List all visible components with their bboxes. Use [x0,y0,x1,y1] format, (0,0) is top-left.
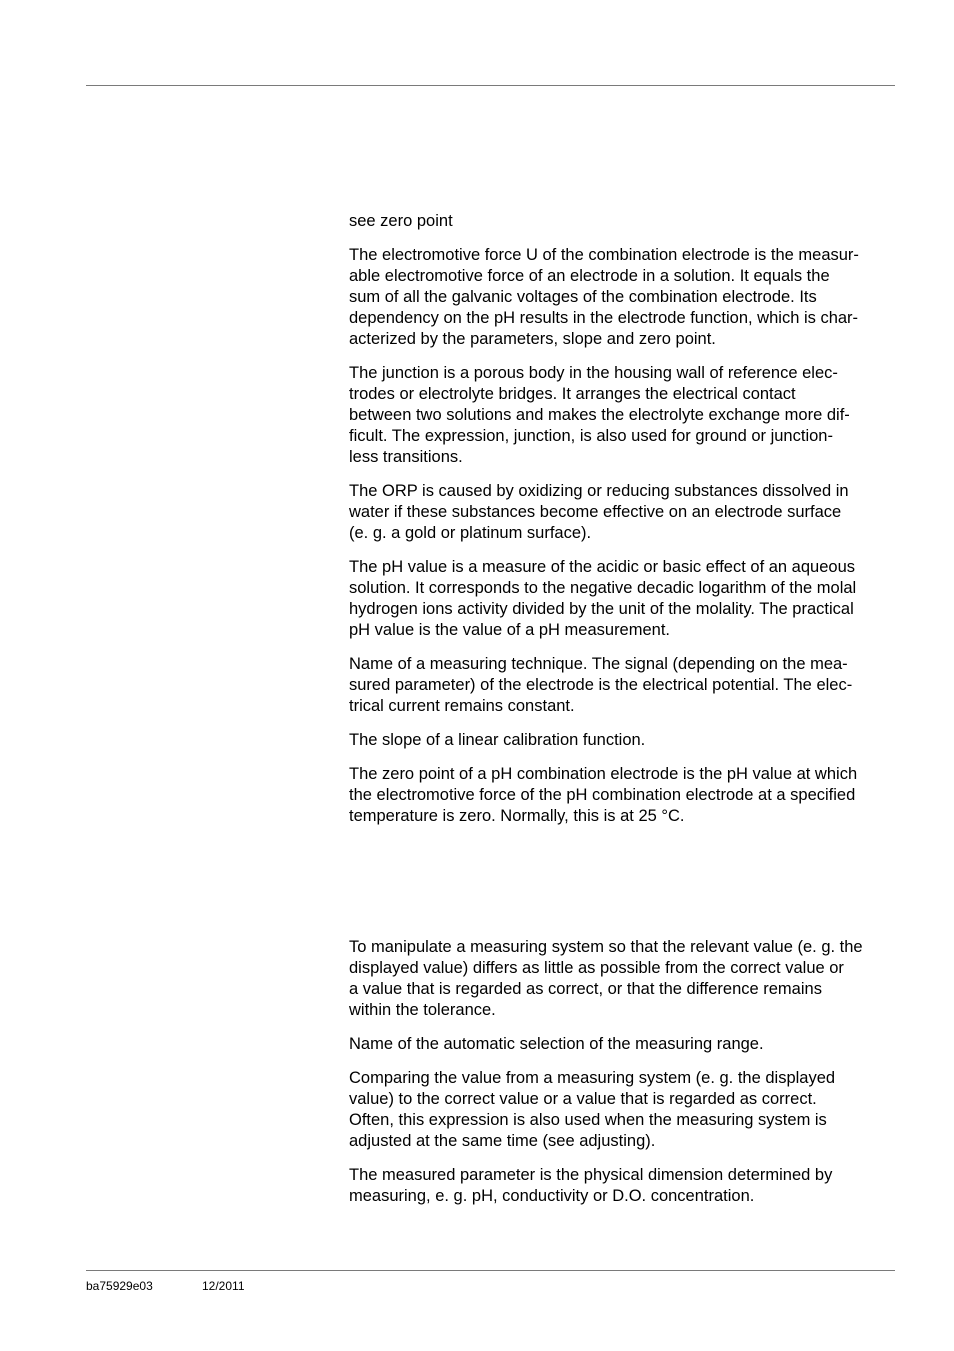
document-date: 12/2011 [202,1279,245,1293]
glossary-definition: The ORP is caused by oxidizing or reducing substances dissolved in water if these substances become effective on an electrode surface (e. g. a gold or platinum surface). [349,482,849,542]
glossary-definition: The slope of a linear calibration function. [349,731,646,749]
glossary-content [349,211,889,1220]
glossary-definition: Name of the automatic selection of the measuring range. [349,1035,764,1053]
glossary-definition: To manipulate a measuring system so that the relevant value (e. g. the displayed value) differs as little as possible from the correct value or a value that is regarded as correct, or that the difference remains within the tolerance. [349,938,863,1019]
document-number: ba75929e03 [86,1279,153,1293]
glossary-definition: The measured parameter is the physical dimension determined by measuring, e. g. pH, conductivity or D.O. concentration. [349,1166,833,1205]
section-spacer [349,840,889,937]
footer-rule [86,1270,895,1271]
glossary-definition: Comparing the value from a measuring system (e. g. the displayed value) to the correct value or a value that is regarded as correct. Often, this expression is also used when the measuring system is adjusted at the same time (see adjusting). [349,1069,836,1150]
glossary-definition: The pH value is a measure of the acidic or basic effect of an aqueous solution. It corresponds to the negative decadic logarithm of the molal hydrogen ions activity divided by the unit of the molality. The practical pH value is the value of a pH measurement. [349,558,857,639]
glossary-definition: The zero point of a pH combination electrode is the pH value at which the electromotive force of the pH combination electrode at a specified temperature is zero. Normally, this is at 25 °C. [349,765,858,825]
glossary-definition: The electromotive force U of the combination electrode is the measur- able electromotive force of an electrode in a solution. It equals the sum of all the galvanic voltages of the combination electrode. Its dependency on the pH results in the electrode function, which is char- acterized by the parameters, slope and zero point. [349,246,859,348]
glossary-definition: see zero point [349,212,453,230]
glossary-definition: The junction is a porous body in the housing wall of reference elec- trodes or electrolyte bridges. It arranges the electrical contact between two solutions and makes the electrolyte exchange more dif- ficult. The expression, junction, is also used for ground or junction- less transitions. [349,364,850,466]
glossary-definition: Name of a measuring technique. The signal (depending on the mea- sured parameter) of the electrode is the electrical potential. The elec- trical current remains constant. [349,655,853,715]
glossary-section-2 [349,937,889,1207]
header-rule [86,85,895,86]
glossary-section-1 [349,211,889,827]
